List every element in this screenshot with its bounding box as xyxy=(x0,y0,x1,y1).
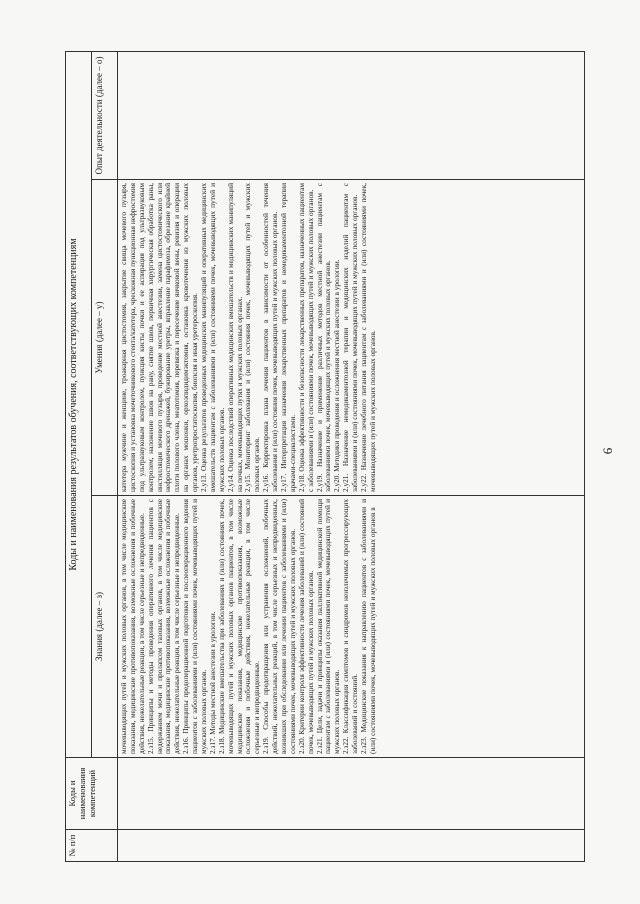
header-learning-results: Коды и наименования результатов обучения, соответствующих компетенциям xyxy=(66,52,92,758)
skill-item: 2.у14. Оценка последствий оперативных медицинских вмешательств и медицинских манипуляций на почках, мочевыводящих путях и мужских половых органах. xyxy=(225,183,244,492)
knowledge-item: 2.з22. Классификация симптомов и синдромов неизлечимых прогрессирующих заболеваний и состояний. xyxy=(341,499,360,754)
header-knowledge: Знания (далее – з) xyxy=(92,496,118,758)
skill-item: катетера мужчине и женщине, троакарная цистостомия, закрытие свища мочевого пузыря, цистоскопия и установка мочеточникового стента/катетера, чрескожная пункционная нефростомия под ультразвуковым контролем, пункция кисты почки и ее аспирация под ультразвуковым контролем, наложение швов на рану, снятие швов, первичная хирургическая обработка раны, инстилляция мочевого пузыря, проведение местной анестезии, замена цистостомического или нефростомического дренажей, бужирование уретры, вправление парафимоза, обрезание крайней плоти полового члена, меатотомия, перевязка и пересечение яичковой вены, ревизия и операции на органах мошонки, орхоэпидидимэктомия, остановка кровотечения из мужских половых органов, уретропростатоскопия, биопсия и иная уретероскопия. xyxy=(119,183,200,492)
page-number: 6 xyxy=(600,447,615,455)
header-number: № п/п xyxy=(66,830,118,862)
cell-experience xyxy=(118,52,585,180)
skill-item: 2.у17. Интерпретация назначения лекарственных препаратов и немедикаментозной терапии врачами-специалистами. xyxy=(279,183,297,492)
skill-item: 2.у15. Мониторинг заболевания и (или) состояния почек, мочевыводящих путей и мужских половых органов. xyxy=(243,183,262,492)
skill-item: 2.у21. Назначение немедикаментозной терапии и медицинских изделий пациентам с заболеваниями и (или) состояниями почек, мочевыводящих путей и мужских половых органов. xyxy=(341,183,360,492)
skill-item: 2.у22. Назначение лечебного питания пациентам с заболеваниями и (или) состояниями почек, мочевыводящих путей и мужских половых органов. xyxy=(359,183,377,492)
skill-item: 2.у19. Назначение и применение различных методов местной анестезии пациентам с заболеваниями почек, мочевыводящих путей и мужских половых органов. xyxy=(314,183,333,492)
knowledge-item: мочевыводящих путей и мужских половых органов, в том числе медицинские показания, медицинские противопоказания, возможные осложнения и побочные действия, нежелательные реакции, в том числе серьезные и непредвиденные. xyxy=(119,499,146,754)
knowledge-item: 2.з20. Критерии контроля эффективности лечения заболеваний и (или) состояний почек, мочевыводящих путей и мужских половых органов. xyxy=(296,499,315,754)
header-competency-codes: Коды и наименования компетенций xyxy=(66,758,118,830)
knowledge-item: 2.з23. Медицинские показания к направлению пациентов с заболеваниями и (или) состояниями почек, мочевыводящих путей и мужских половых органов в xyxy=(359,499,377,754)
header-skills: Умения (далее – у) xyxy=(92,180,118,496)
knowledge-item: 2.з17. Методы местной анестезии в урологии. xyxy=(207,611,217,754)
skill-item: 2.у18. Оценка эффективности и безопасности лекарственных препаратов, назначенных пациентам с заболеваниями и (или) состояниями почек, мочевыводящих путей и мужских половых органов. xyxy=(296,183,315,492)
cell-knowledge xyxy=(118,496,585,758)
skill-item: 2.у13. Оценка результатов проведенных медицинских манипуляций и оперативных медицинских вмешательств пациентам с заболеваниями и (или) состояниями почек, мочевыводящих путей и мужских половых органов. xyxy=(199,183,226,492)
cell-skills xyxy=(118,180,585,496)
knowledge-item: 2.з15. Принципы и методы проведения оперативного лечения пациентов с недержанием мочи и пролапсом тазовых органов, в том числе медицинские показания, медицинские противопоказания, возможные осложнения и побочные действия, нежелательные реакции, в том числе серьезные и непредвиденные. xyxy=(145,499,182,754)
cell-competency-codes xyxy=(118,758,585,830)
header-experience: Опыт деятельности (далее – о) xyxy=(92,52,118,180)
knowledge-item: 2.з16. Принципы предоперационной подготовки и послеоперационного ведения пациентов с заболеваниями и (или) состояниями почек, мочевыводящих путей и мужских половых органов. xyxy=(181,499,209,754)
skill-item: 2.у16. Корректировка плана лечения пациентов в зависимости от особенностей течения заболевания и (или) состояния почек, мочевыводящих путей и мужских половых органов. xyxy=(261,183,280,492)
knowledge-item: 2.з19. Способы предотвращения или устранения осложнений, побочных действий, нежелательных реакций, в том числе серьезных и непредвиденных, возникших при обследовании или лечении пациентов с заболеваниями и (или) состояниями почек, мочевыводящих путей и мужских половых органов. xyxy=(261,499,297,754)
skill-item: 2.у20. Методики проведения и осложнения местной анестезии в урологии. xyxy=(332,259,342,492)
knowledge-item: 2.з21. Цели, задачи и принципы оказания паллиативной медицинской помощи пациентам с заболеваниями и (или) состояниями почек, мочевыводящих путей и мужских половых органов. xyxy=(314,499,342,754)
knowledge-item: 2.з18. Медицинские вмешательства при заболеваниях и (или) состояниях почек, мочевыводящих путей и мужских половых органов пациентов, в том числе медицинские показания, медицинские противопоказания, возможные осложнения и побочные действия, нежелательные реакции, в том числе серьезные и непредвиденные. xyxy=(216,499,262,754)
competency-table xyxy=(65,51,585,862)
cell-number xyxy=(118,830,585,862)
